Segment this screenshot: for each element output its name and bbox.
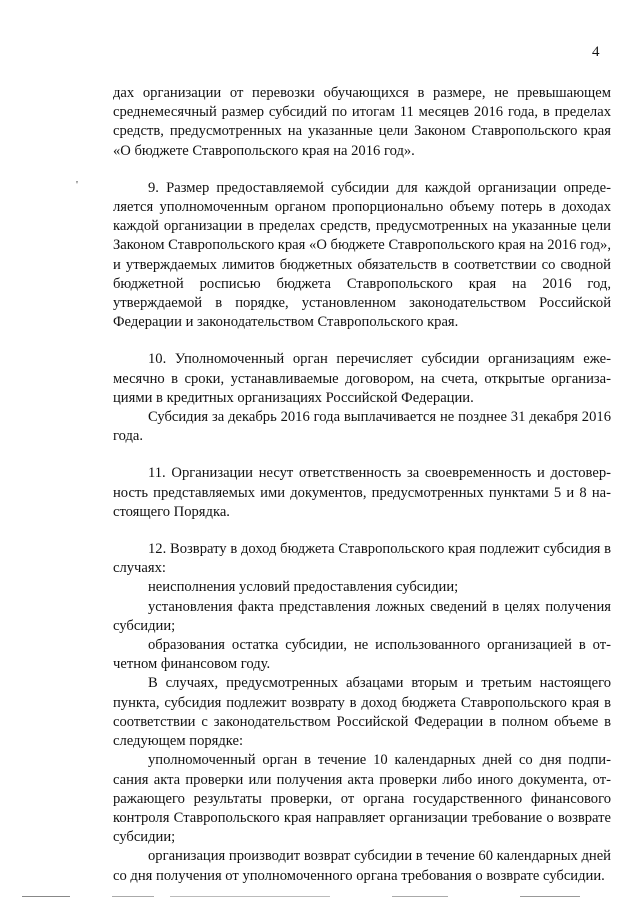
footer-scan-line xyxy=(112,896,154,897)
paragraph-continuation: дах организации от перевозки обучающихся в размере, не превышающем среднемесячный размер субсидий по итогам 11 месяцев 2016 года, в пределах средств, предусмотренных на указанные цели Законом Ставропольского края «О бюджете Ставропольского края на 2016 год». xyxy=(113,85,611,159)
margin-mark: ' xyxy=(76,179,78,191)
footer-scan-line xyxy=(392,896,448,897)
paragraph-item-12: 12. Возврату в доход бюджета Ставропольского края подлежит субсидия в случаях: xyxy=(113,541,611,577)
page-number: 4 xyxy=(592,44,600,60)
paragraph-item-10-december: Субсидия за декабрь 2016 года выплачивается не позднее 31 декабря 2016 года. xyxy=(113,409,611,445)
footer-scan-line xyxy=(22,896,70,897)
footer-scan-line xyxy=(520,896,580,897)
paragraph-item-12-case-2: установления факта представления ложных сведений в целях получения субсидии; xyxy=(113,598,611,634)
paragraph-item-12-return-order: В случаях, предусмотренных абзацами вторым и третьим настоящего пункта, субсидия подлежит возврату в доход бюджета Ставропольского края в соответствии с законодательством Российской Федерации в полном объеме в следующем порядке: xyxy=(113,675,611,750)
footer-scan-line xyxy=(170,896,330,897)
paragraph-item-12-step-2: организация производит возврат субсидии в течение 60 календарных дней со дня получения от уполномоченного органа требования о возврате субсидии. xyxy=(113,848,611,884)
paragraph-item-11: 11. Организации несут ответственность за своевременность и достоверность представляемых ими документов, предусмотренных пунктами 5 и 8 настоящего Порядка. xyxy=(113,465,611,520)
paragraph-item-12-case-1: неисполнения условий предоставления субсидии; xyxy=(148,579,459,596)
paragraph-item-9: 9. Размер предоставляемой субсидии для каждой организации определяется уполномоченным органом пропорционально объему потерь в доходах каждой организации в пределах средств, предусмотренных на указанные цели Законом Ставропольского края «О бюджете Ставропольского края на 2016 год», и утверждаемых лимитов бюджетных обязательств в соответствии со сводной бюджетной росписью бюджета Ставропольского края на 2016 год, утверждаемой в порядке, установленном законодательством Российской Федерации и законодательством Ставропольского края. xyxy=(113,179,611,331)
paragraph-item-12-step-1: уполномоченный орган в течение 10 календарных дней со дня подписания акта проверки или получения акта проверки либо иного документа, отражающего результаты проверки, от органа государственного финансового контроля Ставропольского края направляет организации требование о возврате субсидии; xyxy=(113,752,611,846)
paragraph-item-12-case-3: образования остатка субсидии, не использованного организацией в отчетном финансовом году. xyxy=(113,637,611,673)
paragraph-item-10: 10. Уполномоченный орган перечисляет субсидии организациям ежемесячно в сроки, устанавливаемые договором, на счета, открытые организациями в кредитных организациях Российской Федерации. xyxy=(113,351,611,406)
document-body xyxy=(113,84,611,886)
